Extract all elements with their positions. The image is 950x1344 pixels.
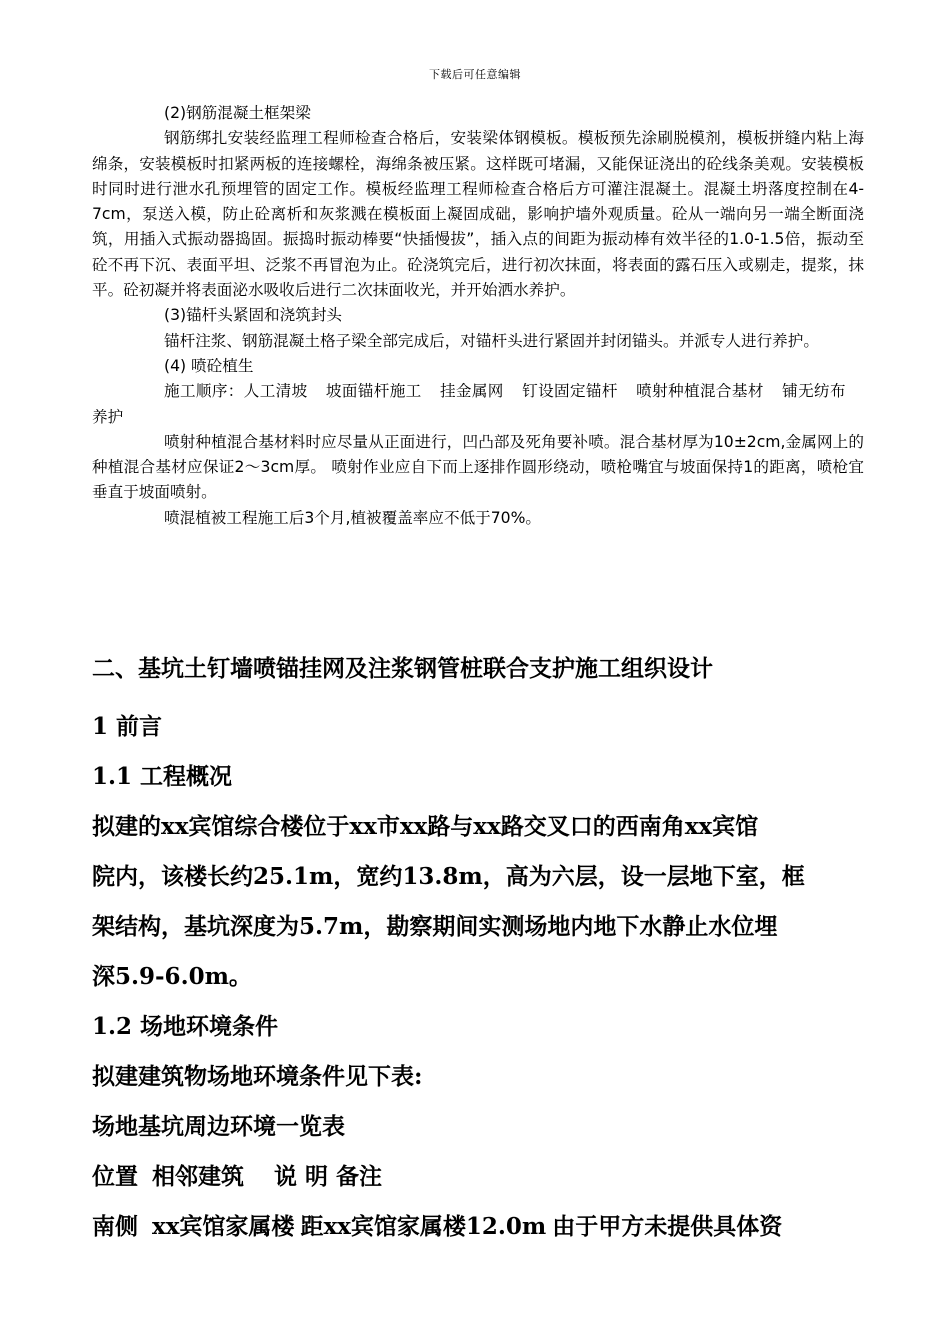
subheading-frame-beam: (2)钢筋混凝土框架梁: [164, 104, 311, 122]
construction-sequence: [92, 379, 864, 430]
heading-site-environment: 1.2 场地环境条件: [92, 1013, 279, 1040]
paragraph-frame-beam: 钢筋绑扎安装经监理工程师检查合格后，安装梁体钢模板。模板预先涂刷脱模剂，模板拼缝内粘上海绵条，安装模板时扣紧两板的连接螺栓，海绵条被压紧。这样既可堵漏，又能保证浇出的砼线条美观。安装模板时同时进行泄水孔预埋管的固定工作。模板经监理工程师检查合格后方可灌注混凝土。混凝土坍落度控制在4-7cm，泵送入模，防止砼离析和灰浆溅在模板面上凝固成础，影响护墙外观质量。砼从一端向另一端全断面浇筑，用插入式振动器捣固。振捣时振动棒要“快插慢拔”，插入点的间距为振动棒有效半径的1.0-1.5倍，振动至砼不再下沉、表面平坦、泛浆不再冒泡为止。砼浇筑完后，进行初次抹面，将表面的露石压入或剔走，提浆，抹平。砼初凝并将表面泌水吸收后进行二次抹面收光，并开始洒水养护。: [92, 129, 864, 300]
sequence-step: 挂金属网: [439, 382, 504, 401]
paragraph-coverage: 喷混植被工程施工后3个月,植被覆盖率应不低于70%。: [164, 508, 542, 527]
table-header-cell: 备注: [336, 1163, 383, 1190]
header-note: 下载后可任意编辑: [429, 68, 521, 81]
overview-line: 深5.9-6.0m。: [92, 963, 252, 990]
table-cell: xx宾馆家属楼: [152, 1213, 295, 1240]
construction-steps-section: [92, 101, 864, 531]
table-cell: 距xx宾馆家属楼12.0m: [300, 1213, 547, 1240]
paragraph-anchor-head: 锚杆注浆、钢筋混凝土格子梁全部完成后，对锚杆头进行紧固并封闭锚头。并派专人进行养护。: [164, 331, 819, 350]
subheading-sprayed-planting: (4) 喷砼植生: [164, 356, 254, 375]
overview-line: 架结构，基坑深度为5.7m，勘察期间实测场地内地下水静止水位埋: [92, 913, 778, 940]
table-header-row: [92, 1158, 382, 1191]
table-header-cell: 位置: [92, 1163, 138, 1190]
table-cell: 南侧: [92, 1213, 138, 1240]
sequence-step: 人工清坡: [243, 382, 308, 401]
table-header-cell: 说 明: [274, 1163, 329, 1190]
sequence-step: 铺无纺布: [781, 382, 846, 401]
sequence-step: 钉设固定锚杆: [521, 382, 618, 401]
sequence-step: 坡面锚杆施工: [325, 382, 422, 401]
paragraph-spraying: 喷射种植混合基材料时应尽量从正面进行，凹凸部及死角要补喷。混合基材厚为10±2cm,金属网上的种植混合基材应保证2～3cm厚。 喷射作业应自下而上逐排作圆形绕动，喷枪嘴宜与坡面保持1的距离，喷枪宜垂直于坡面喷射。: [92, 432, 864, 502]
sequence-step: 养护: [92, 407, 124, 426]
subheading-anchor-head: (3)锚杆头紧固和浇筑封头: [164, 306, 343, 325]
table-cell: 由于甲方未提供具体资: [552, 1213, 783, 1240]
sequence-step: 喷射种植混合基材: [635, 382, 764, 401]
table-title: 场地基坑周边环境一览表: [92, 1113, 345, 1140]
sequence-label: 施工顺序：: [164, 382, 244, 401]
heading-preface: 1 前言: [92, 713, 163, 740]
section-title: 二、基坑土钉墙喷锚挂网及注浆钢管桩联合支护施工组织设计: [92, 655, 713, 682]
table-header-cell: 相邻建筑: [152, 1163, 244, 1190]
table-row: [92, 1208, 782, 1241]
heading-project-overview: 1.1 工程概况: [92, 763, 233, 790]
overview-line: 院内，该楼长约25.1m，宽约13.8m，高为六层，设一层地下室，框: [92, 863, 805, 890]
overview-line: 拟建的xx宾馆综合楼位于xx市xx路与xx路交叉口的西南角xx宾馆: [92, 813, 759, 840]
environment-intro: 拟建建筑物场地环境条件见下表:: [92, 1063, 423, 1090]
